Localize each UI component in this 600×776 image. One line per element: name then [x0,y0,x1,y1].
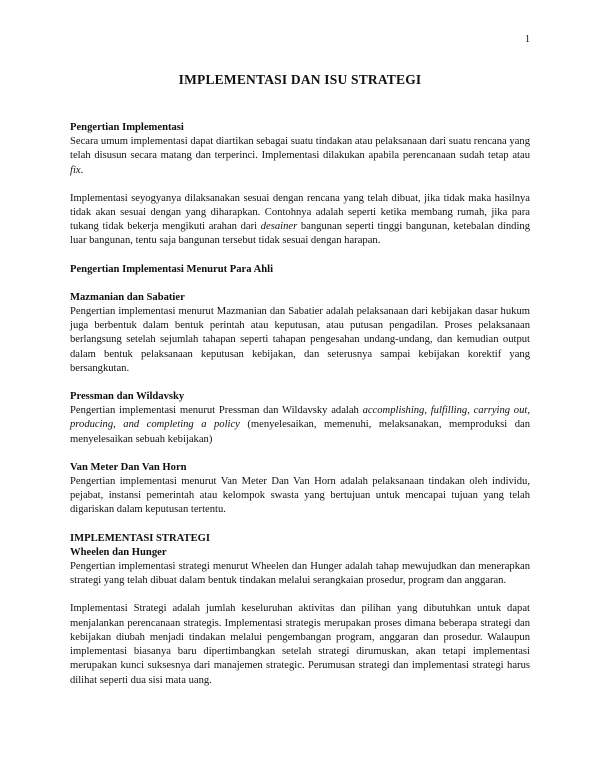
subheading-wheelen: Wheelen dan Hunger [70,546,167,558]
page-number: 1 [525,34,530,45]
section-heading-pengertian: Pengertian Implementasi [70,122,184,133]
italic-desainer: desainer [260,221,298,233]
paragraph-vanmeter: Pengertian implementasi menurut Van Meter Dan Van Horn adalah pelaksanaan tindakan oleh individu, pejabat, instansi pemerintah atau kelompok swasta yang bertujuan untuk mencapai tujuan yang telah digariskan dalam keputusan tertentu. [70,476,530,516]
paragraph-strategi-1: Pengertian implementasi strategi menurut Wheelen dan Hunger adalah tahap mewujudkan dan menerapkan strategi yang telah dibuat dalam bentuk tindakan melalui serangkaian prosedur, program dan anggaran. [70,561,530,587]
document-body [70,121,530,688]
section-heading-para-ahli: Pengertian Implementasi Menurut Para Ahli [70,263,274,275]
paragraph-pengertian-2: Implementasi seyogyanya dilaksanakan sesuai dengan rencana yang telah dibuat, jika tidak maka hasilnya tidak akan sesuai dengan yang diharapkan. Contohnya adalah seperti ketika membang rumah, jika para tukang tidak bekerja mengikuti arahan dari desainer bangunan seperti tinggi bangunan, ketebalan dinding luar bangunan, tentu saja bangunan tersebut tidak sesuai dengan harapan. [70,192,531,247]
subheading-vanmeter: Van Meter Dan Van Horn [70,461,187,473]
paragraph-pressman: Pengertian implementasi menurut Pressman dan Wildavsky adalah accomplishing, fulfilling, carrying out, producing, and completing a policy (menyelesaikan, memenuhi, melaksanakan, memproduksi dan menyelesaikan sebuah kebijakan) [70,405,530,445]
paragraph-strategi-2: Implementasi Strategi adalah jumlah keseluruhan aktivitas dan pilihan yang dibutuhkan untuk dapat menjalankan perencanaan strategis. Implementasi strategis merupakan proses dimana beberapa strategi dan kebijakan diubah menjadi tindakan melalui pengembangan program, anggaran dan prosedur. Walaupun implementasi biasanya baru dipertimbangkan setelah strategi dirumuskan, akan tetapi implementasi merupakan kunci suksesnya dari manajemen strategic. Perumusan strategi dan implementasi strategi harus dilihat seperti dua sisi mata uang. [70,603,530,686]
subheading-mazmanian: Mazmanian dan Sabatier [70,291,185,303]
italic-fix: fix [70,164,81,176]
subheading-pressman: Pressman dan Wildavsky [70,391,185,403]
document-title: IMPLEMENTASI DAN ISU STRATEGI [178,72,422,87]
italic-policy-phrase: accomplishing, fulfilling, carrying out, producing, and completing a policy [70,405,530,431]
paragraph-mazmanian: Pengertian implementasi menurut Mazmanian dan Sabatier adalah pelaksanaan dari kebijakan dasar hukum juga berbentuk dalam bentuk perintah atau keputusan, atau putusan pengadilan. Proses pelaksanaan berlangsung setelah sejumlah tahapan seperti tahapan pengesahan undang-undang, dan kemudian output dalam bentuk pelaksanaan keputusan kebijakan, dan seterusnya sampai kebijakan korektif yang bersangkutan. [70,306,530,374]
section-heading-strategi: IMPLEMENTASI STRATEGI [70,532,210,544]
paragraph-pengertian-1: Secara umum implementasi dapat diartikan sebagai suatu tindakan atau pelaksanaan dari suatu rencana yang telah disusun secara matang dan terperinci. Implementasi dilakukan apabila perencanaan sudah tetap atau fix. [70,136,530,176]
